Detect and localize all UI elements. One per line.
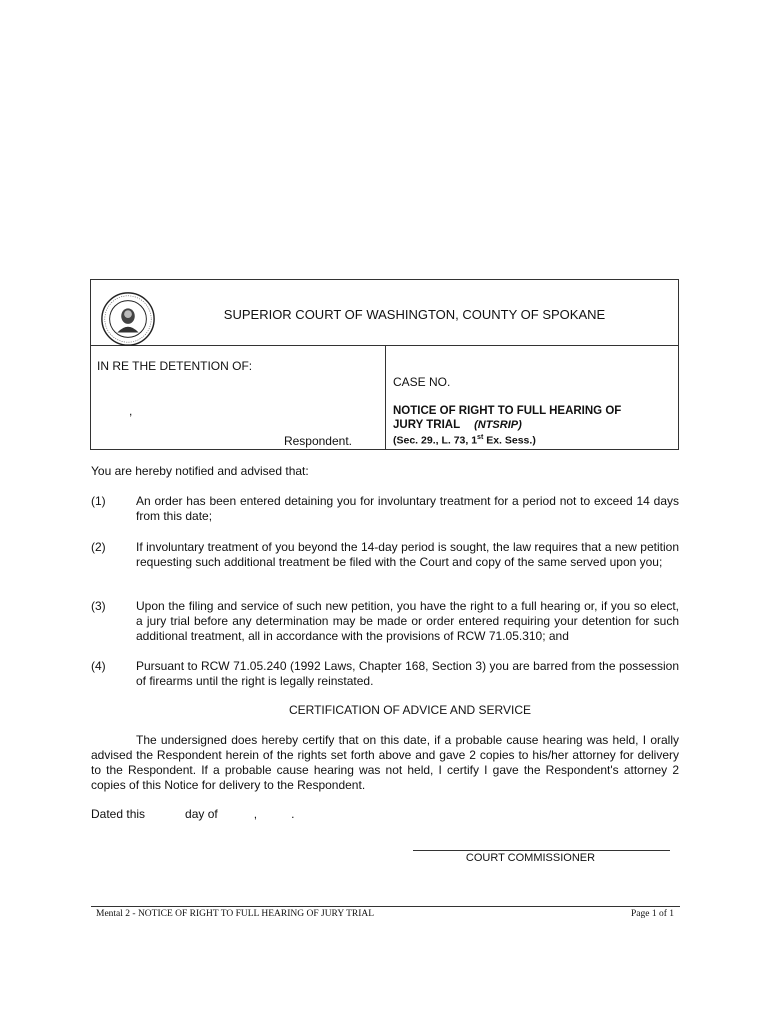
notice-title-text: JURY TRIAL — [393, 419, 461, 431]
name-separator: , — [129, 404, 133, 418]
footer-page-number: Page 1 of 1 — [630, 909, 674, 919]
notice-title — [393, 404, 678, 432]
notice-title-line1: NOTICE OF RIGHT TO FULL HEARING OF — [393, 405, 622, 417]
dated-this-label: Dated this — [91, 807, 146, 821]
footer-form-title: Mental 2 - NOTICE OF RIGHT TO FULL HEARING OF JURY TRIAL — [96, 909, 375, 919]
item-text: If involuntary treatment of you beyond the 14-day period is sought, the law requires that a new petition requesting such additional treatment be filed with the Court and copy of the same served upon you; — [136, 540, 679, 569]
court-header — [91, 280, 678, 346]
signature-line — [413, 836, 670, 851]
notice-code: (NTSRIP) — [474, 419, 522, 431]
item-text: An order has been entered detaining you for involuntary treatment for a period not to exceed 14 days from this date; — [136, 494, 679, 523]
day-of-label: day of — [185, 807, 218, 821]
date-comma: , — [253, 807, 258, 821]
item-text: Pursuant to RCW 71.05.240 (1992 Laws, Chapter 168, Section 3) you are barred from the possession of firearms until the right is legally reinstated. — [136, 659, 679, 688]
notice-title-line2 — [393, 418, 678, 432]
footer-rule — [91, 906, 680, 907]
dated-line — [91, 807, 294, 821]
item-number: (4) — [91, 659, 106, 673]
session-sup: st — [477, 434, 484, 441]
court-title: SUPERIOR COURT OF WASHINGTON, COUNTY OF SPOKANE — [223, 307, 606, 322]
caption-box — [90, 279, 679, 450]
item-text: Upon the filing and service of such new petition, you have the right to a full hearing or, if you so elect, a jury trial before any determination may be made or order entered requiring your detention for such additional treatment, all in accordance with the provisions of RCW 71.05.310; and — [136, 599, 679, 643]
respondent-label: Respondent. — [283, 434, 352, 448]
certification-title: CERTIFICATION OF ADVICE AND SERVICE — [288, 703, 532, 717]
session-reference — [393, 434, 536, 447]
caption-right-column — [393, 375, 678, 450]
caption-left-column — [97, 359, 382, 449]
item-number: (3) — [91, 599, 106, 613]
in-re-label: IN RE THE DETENTION OF: — [97, 359, 253, 373]
session-post: Ex. Sess.) — [483, 434, 536, 447]
item-number: (1) — [91, 494, 106, 508]
intro-text: You are hereby notified and advised that: — [91, 464, 309, 478]
case-number-label: CASE NO. — [393, 375, 451, 389]
signature-label: COURT COMMISSIONER — [465, 852, 596, 864]
column-divider — [385, 345, 386, 450]
session-pre: (Sec. 29., L. 73, 1 — [393, 434, 478, 447]
certification-text: The undersigned does hereby certify that on this date, if a probable cause hearing was held, I orally advised the Respondent herein of the rights set forth above and gave 2 copies to his/her attorney for delivery to the Respondent. If a probable cause hearing was not held, I certify I gave the Respondent's attorney 2 copies of this Notice for delivery to the Respondent. — [91, 733, 679, 792]
item-number: (2) — [91, 540, 106, 554]
date-period: . — [291, 807, 295, 821]
